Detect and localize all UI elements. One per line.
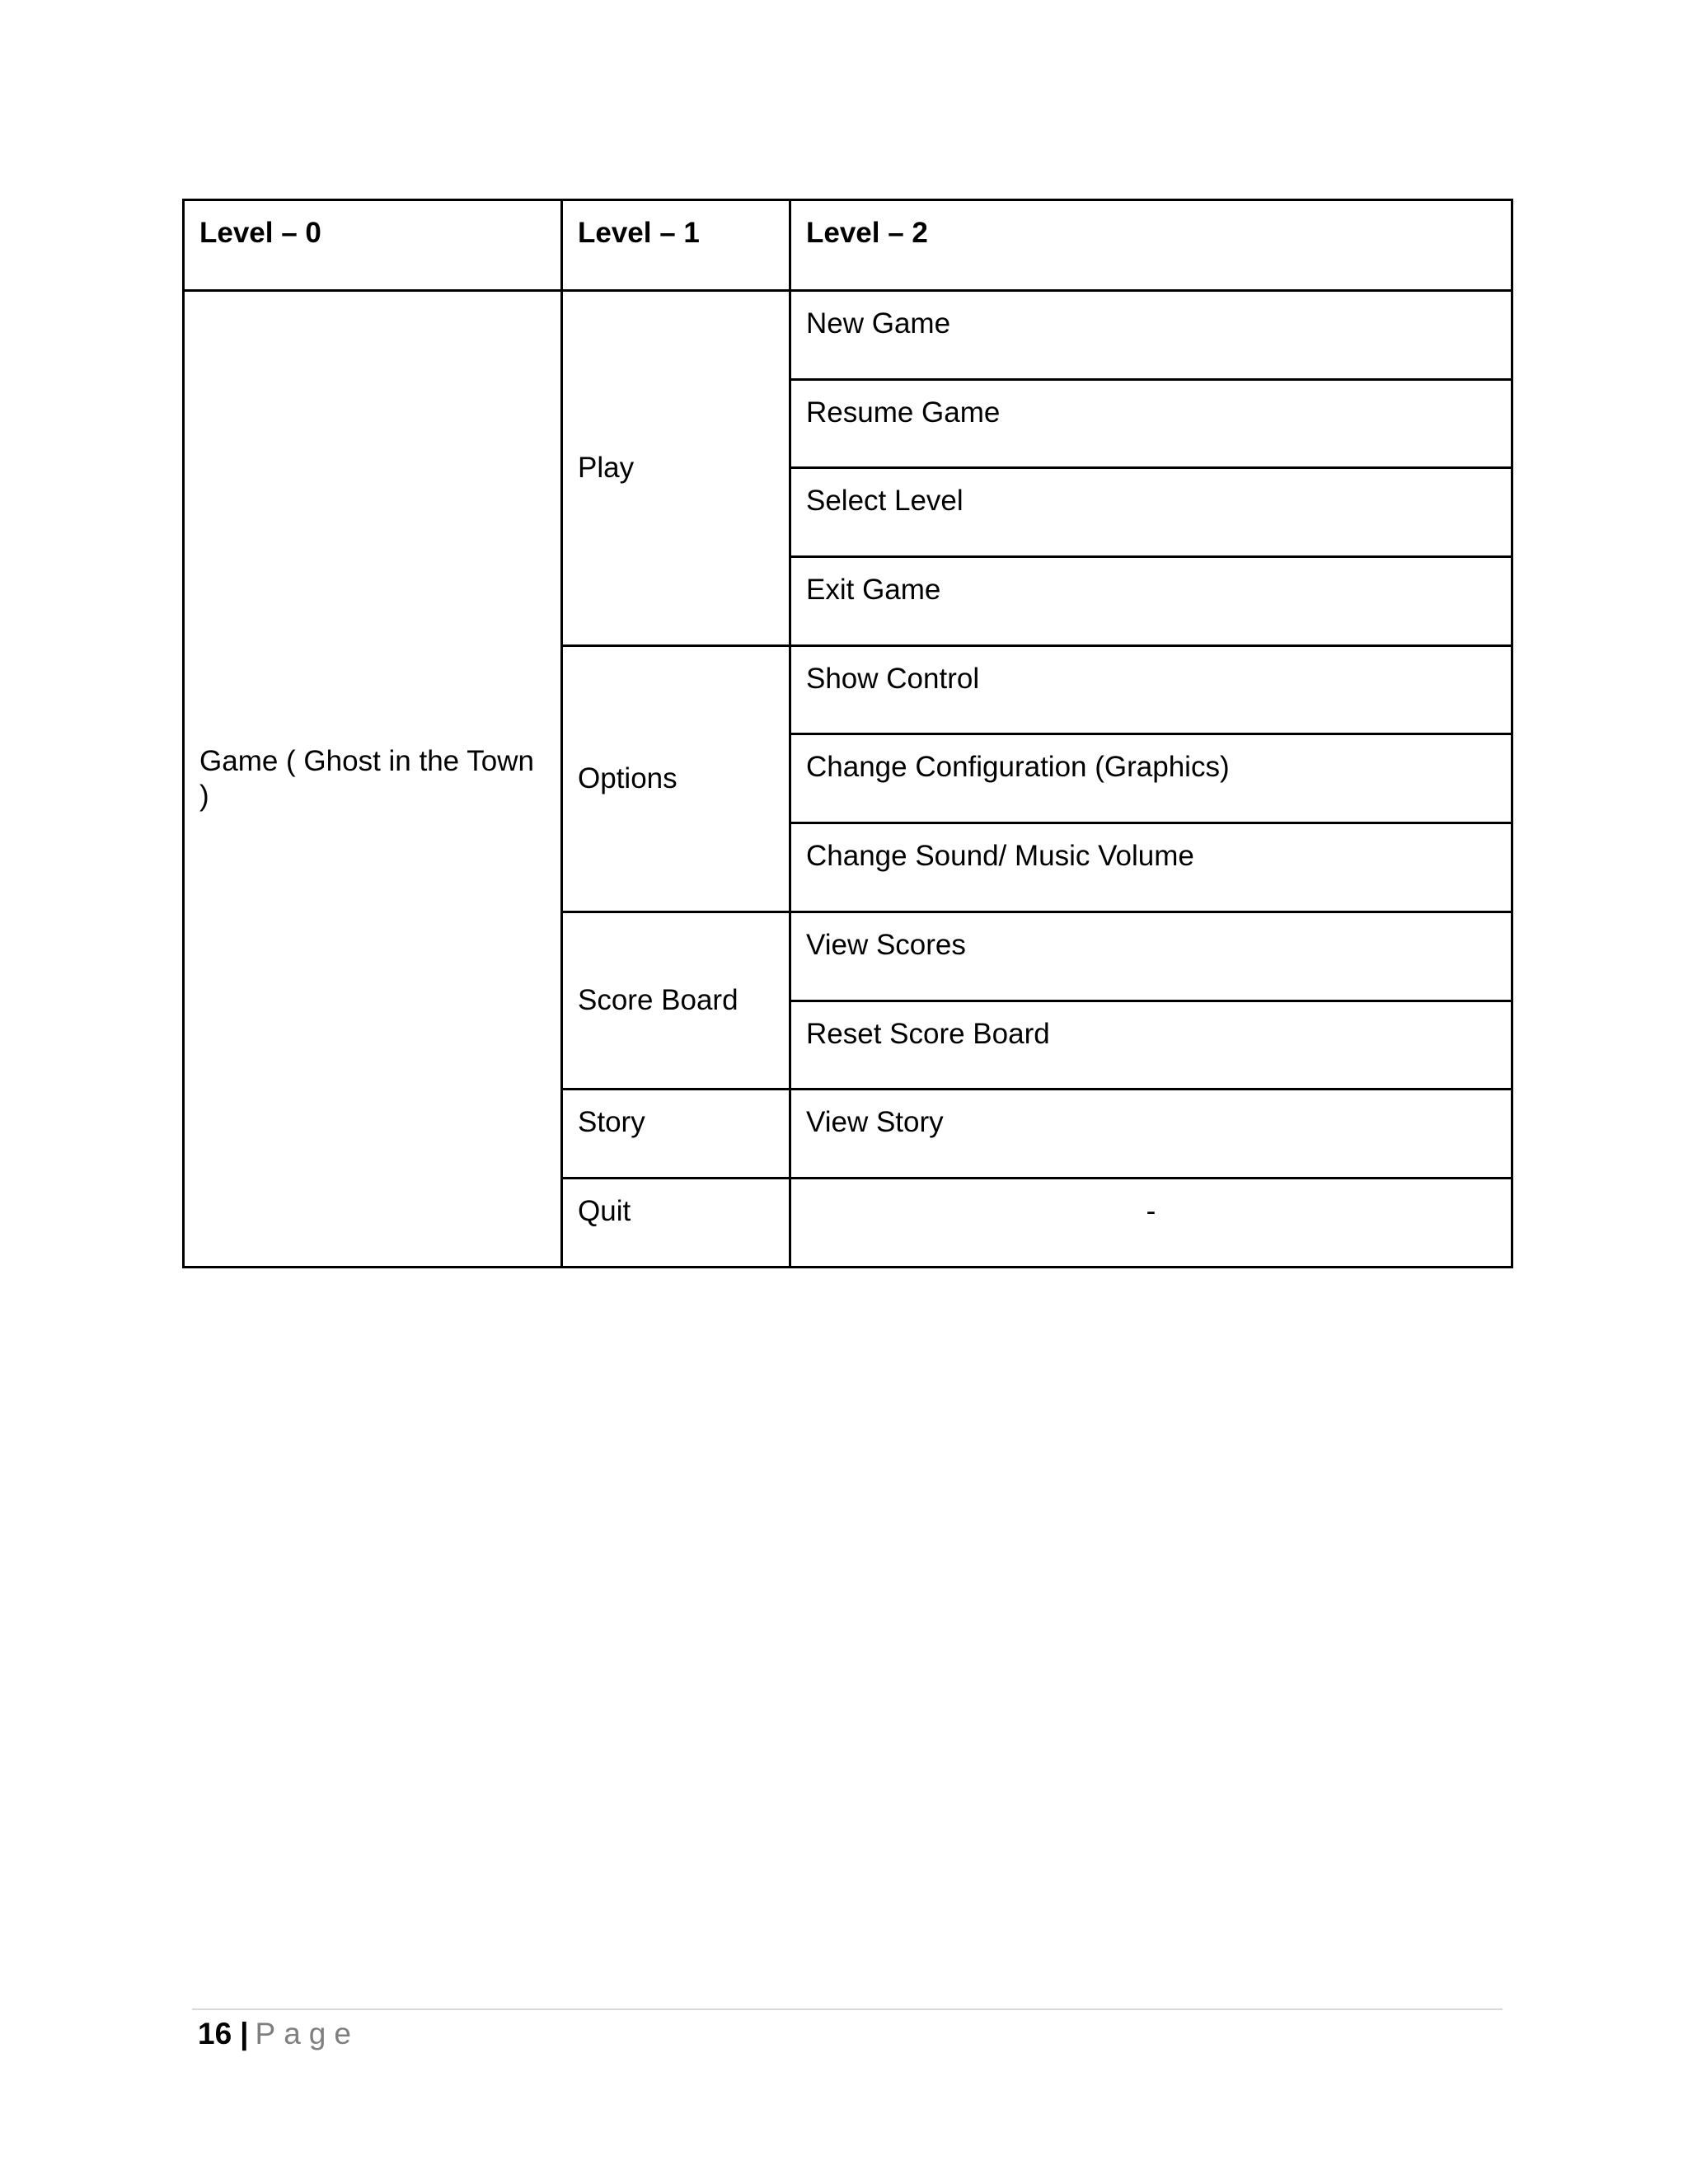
level-1-cell-score-board: Score Board bbox=[562, 912, 790, 1089]
level-2-cell: View Story bbox=[790, 1090, 1512, 1179]
header-level-2: Level – 2 bbox=[790, 200, 1512, 291]
level-1-cell-options: Options bbox=[562, 645, 790, 912]
level-2-cell: Show Control bbox=[790, 645, 1512, 734]
level-1-cell-quit: Quit bbox=[562, 1178, 790, 1267]
level-2-cell: Resume Game bbox=[790, 379, 1512, 468]
level-2-cell: Select Level bbox=[790, 468, 1512, 557]
level-2-cell-empty: - bbox=[790, 1178, 1512, 1267]
level-2-cell: Change Configuration (Graphics) bbox=[790, 734, 1512, 823]
footer-separator: | bbox=[240, 2017, 249, 2050]
level-2-cell: Reset Score Board bbox=[790, 1001, 1512, 1090]
table-row bbox=[184, 291, 1512, 380]
level-1-cell-story: Story bbox=[562, 1090, 790, 1179]
level-2-cell: New Game bbox=[790, 291, 1512, 380]
page-label: Page bbox=[255, 2017, 359, 2050]
table-header-row bbox=[184, 200, 1512, 291]
level-0-cell: Game ( Ghost in the Town ) bbox=[184, 291, 562, 1268]
footer-divider bbox=[192, 2008, 1503, 2010]
page-number: 16 bbox=[198, 2017, 232, 2050]
level-2-cell: Exit Game bbox=[790, 557, 1512, 646]
level-2-cell: View Scores bbox=[790, 912, 1512, 1001]
header-level-1: Level – 1 bbox=[562, 200, 790, 291]
header-level-0: Level – 0 bbox=[184, 200, 562, 291]
page-footer bbox=[198, 2014, 359, 2054]
level-1-cell-play: Play bbox=[562, 291, 790, 646]
menu-hierarchy-table bbox=[182, 199, 1513, 1268]
level-2-cell: Change Sound/ Music Volume bbox=[790, 823, 1512, 912]
